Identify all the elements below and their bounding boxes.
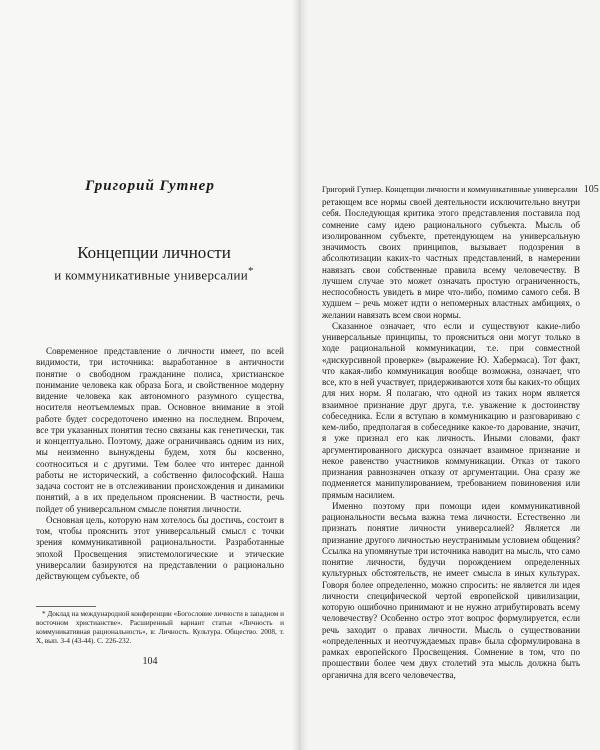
title-footnote-mark: * <box>247 265 254 277</box>
book-gutter <box>292 0 308 750</box>
right-body-text <box>322 197 580 681</box>
title-line-1: Концепции личности <box>77 243 231 262</box>
running-head-text: Григорий Гутнер. Концепции личности и коммуникативные универсалии <box>322 185 578 194</box>
footnote <box>36 610 284 646</box>
title-line-2 <box>24 262 284 284</box>
paragraph: ретающем все нормы своей деятельности исключительно внутри себя. Последующая критика этого представления поставила под сомнение саму идею рационального субъекта. Мысль об изолированном субъекте, претендующем на универсальную значимость своих принципов, вызывает подозрения в абсолютизации каких-то частных представлений, в намерении навязать свои собственные правила всему человечеству. В лучшем случае это может означать простую ограниченность, неспособность увидеть в мире что-либо, помимо самого себя. В худшем – речь может идти о непомерных властных амбициях, о желании навязать всем свои нормы. <box>322 197 580 320</box>
paragraph: Современное представление о личности имеет, по всей видимости, три источника: выработанное в античности понятие о свободном гражданине полиса, христианское понимание человека как образа Бога, и свойственное модерну видение человека как автономного разумного существа, носителя неотъемлемых прав. Основное внимание в этой работе будет сосредоточено именно на последнем. Впрочем, все три указанных понятия тесно связаны как генетически, так и концептуально. Поэтому, даже ограничиваясь одним из них, мы неизменно вынуждены будем, хотя бы косвенно, соотноситься и с другими. Тем более что интерес данной работы не исторический, а собственно философский. Наша задача состоит не в отслеживании происхождения и динамики понятий, а в их предельном прояснении. В частности, речь пойдет об универсальном смысле понятия личности. <box>36 346 284 514</box>
page-number-left: 104 <box>142 656 158 667</box>
paragraph: Именно поэтому при помощи идеи коммуникативной рациональности весьма важна тема личности. Естественно ли признать понятие личности универсалией? Является ли признание другого личностью неустранимым условием общения? Ссылка на упомянутые три источника наводит на мысль, что само понятие личности, будучи порождением определенных культурных обстоятельств, не имеет смысла в иных культурах. Говоря более определенно, можно спросить: не является ли идея личности специфической чертой европейской цивилизации, которую ошибочно принимают и не нужно атрибутировать всему человечеству? Особенно остро этот вопрос формулируется, если речь заходит о правах личности. Мысль о существовании «определенных и неотчуждаемых прав» была сформулирована в рамках европейского Просвещения. Сомнение в том, что по прошествии более чем двух столетий эта мысль должна быть органична для всего человечества, <box>322 500 580 680</box>
left-body-text <box>36 346 284 582</box>
page-number-right: 105 <box>583 184 599 195</box>
author-name: Григорий Гутнер <box>85 178 215 194</box>
title-line-2-text: и коммуникативные универсалии <box>54 267 248 283</box>
article-title <box>24 243 284 284</box>
paragraph: Сказанное означает, что если и существуют какие-либо универсальные принципы, то проясниться они могут только в ходе рациональной коммуникации, т.е. при совместной «дискурсивной проверке» (выражение Ю. Хабермаса). Тот факт, что какая-либо коммуникация вообще возможна, означает, что все, кто в ней участвует, придерживаются хотя бы каких-то общих для них норм. Я полагаю, что одной из таких норм является взаимное признание друг друга, т.е. уважение к достоинству собеседника. Если я вступаю в коммуникацию и разговариваю с кем-либо, предполагая в собеседнике какое-то дарование, значит, я уже признал его как личность. Иными словами, факт аргументированного дискурса означает взаимное признание и некое равенство участников коммуникации. Отказ от такого признания равнозначен отказу от аргументации. Она сразу же подменяется манипулированием, требованием повиновения или прямым насилием. <box>322 320 580 500</box>
footnote-divider <box>36 606 96 607</box>
footnote-text: * Доклад на международной конференции «Богословие личности в западном и восточном христианстве». Расширенный вариант статьи «Личность и коммуникативная рациональность», в: Личность. Культура. Общество. 2008, т. X, вып. 3-4 (43-44). С. 226-232. <box>36 610 284 645</box>
paragraph: Основная цель, которую нам хотелось бы достичь, состоит в том, чтобы прояснить этот универсальный смысл с точки зрения коммуникативной рациональности. Разработанные эпохой Просвещения эпистемологические и этические универсалии базируются на представлении о рационально действующем субъекте, об <box>36 514 284 581</box>
running-head <box>322 184 599 195</box>
